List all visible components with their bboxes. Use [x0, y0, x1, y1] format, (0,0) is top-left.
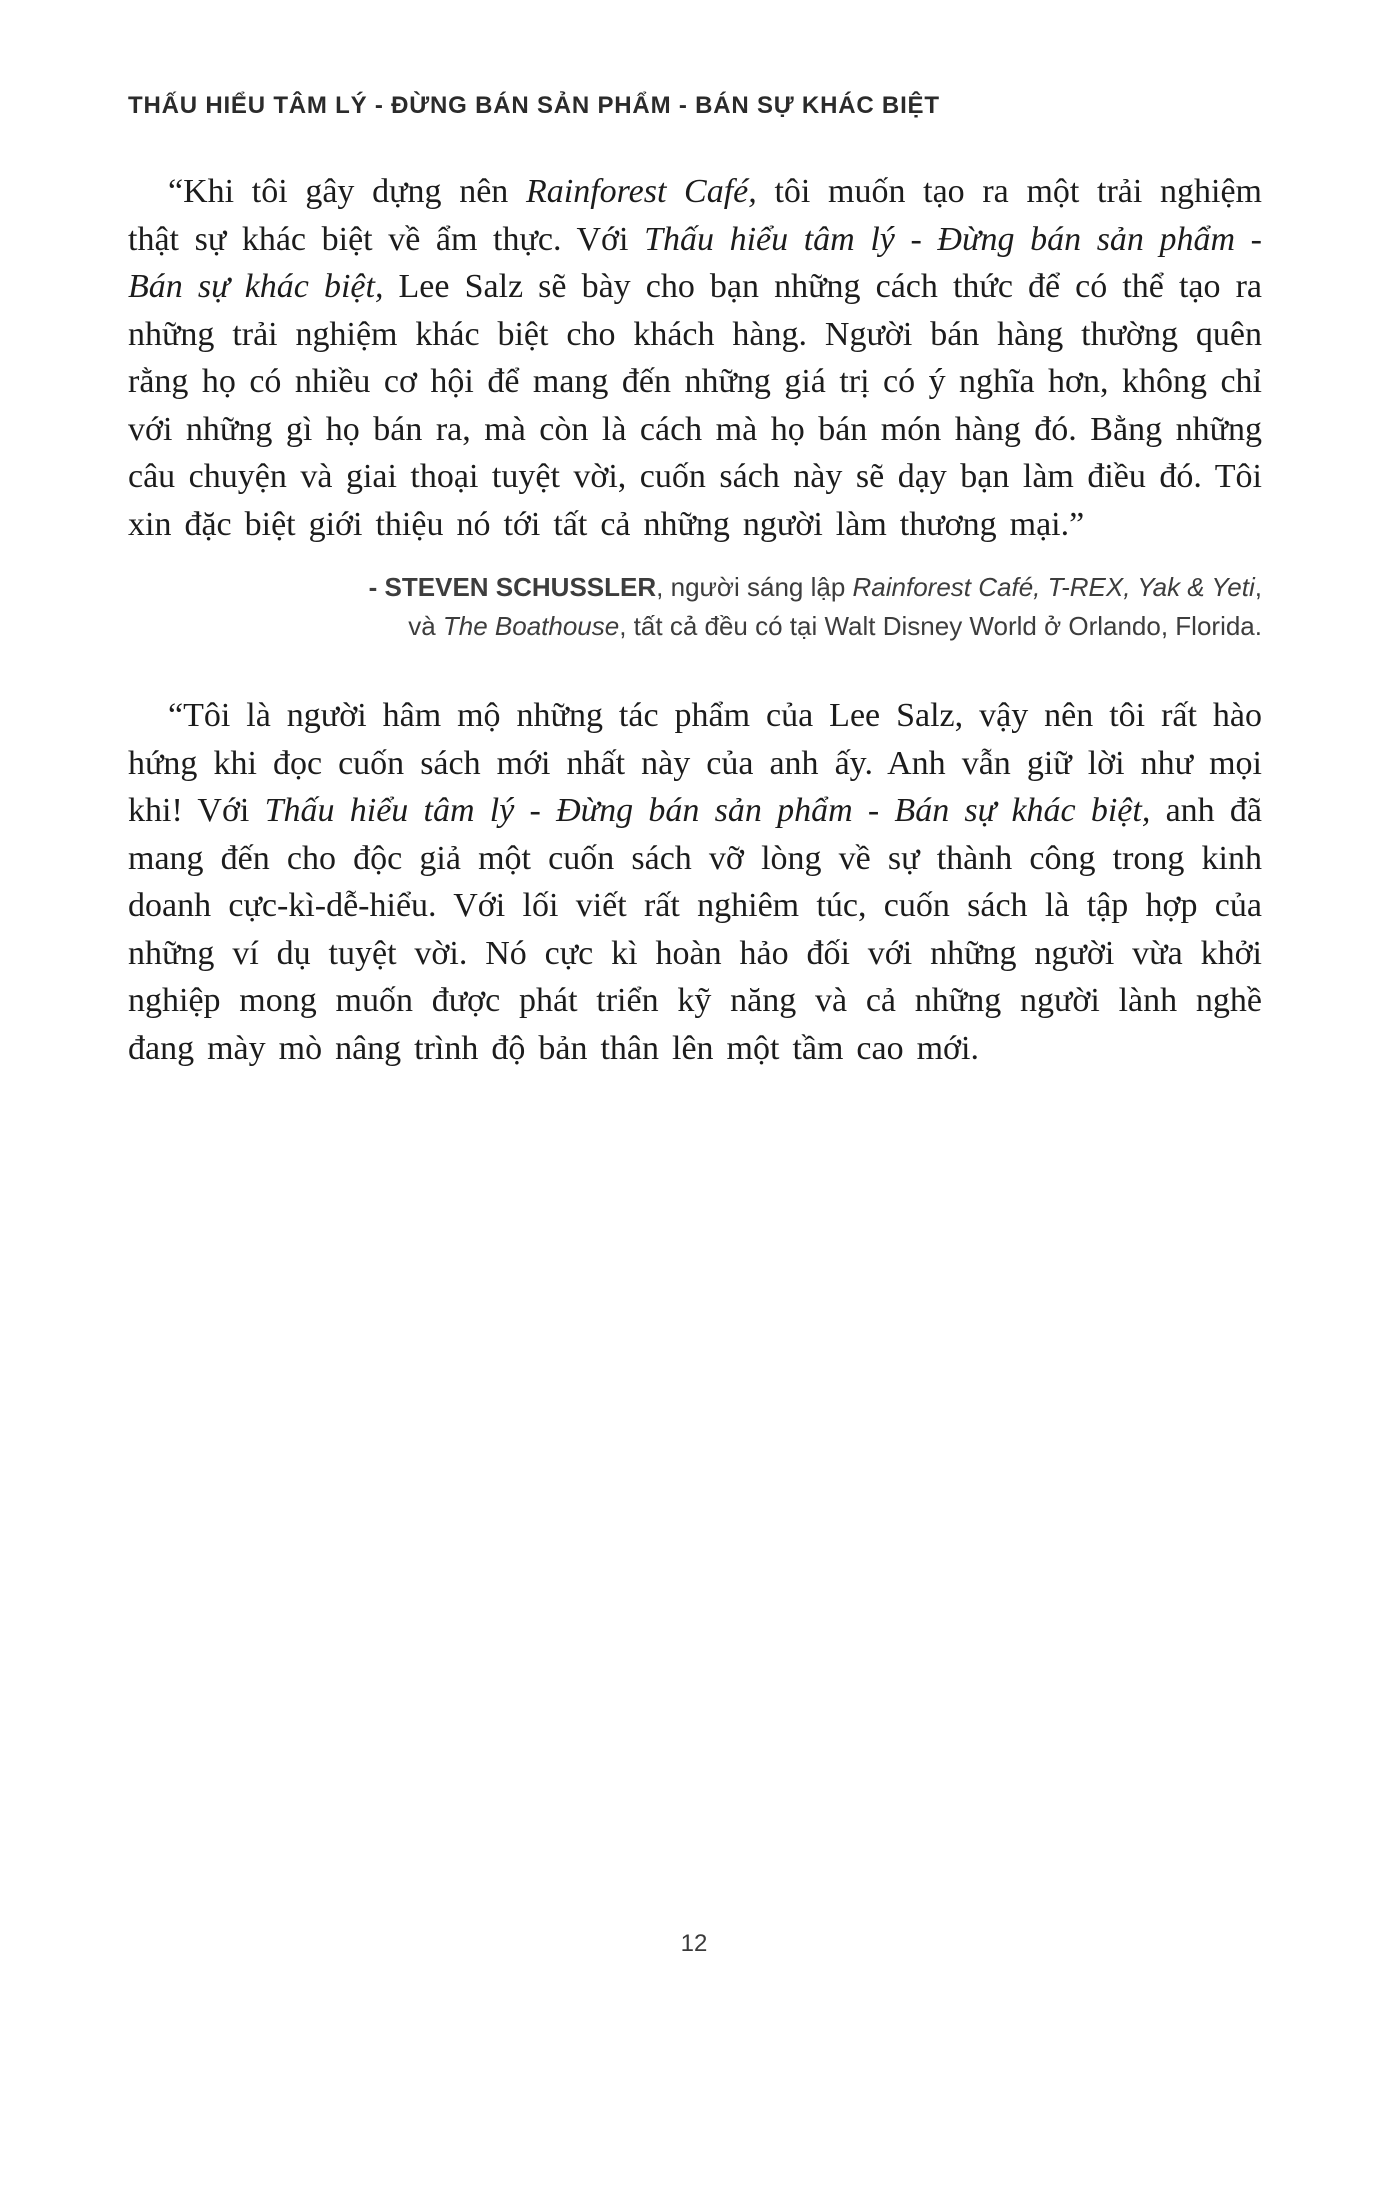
text-run: Lee Salz sẽ bày cho bạn những cách thức để có thể tạo ra những trải nghiệm khác biệt cho khách hàng. Người bán hàng thường quên rằng họ có nhiều cơ hội để mang đến những giá trị có ý nghĩa hơn, không chỉ với những gì họ bán ra, mà còn là cách mà họ bán món hàng đó. Bằng những câu chuyện và giai thoại tuyệt vời, cuốn sách này sẽ dạy bạn làm điều đó. Tôi xin đặc biệt giới thiệu nó tới tất cả những người làm thương mại.” — [128, 268, 1262, 543]
text-run: , và — [408, 572, 1262, 641]
text-run: Thấu hiểu tâm lý - Đừng bán sản phẩm - Bán sự khác biệt, — [128, 220, 1262, 305]
text-run: Rainforest Café, — [525, 173, 757, 210]
text-run: , người sáng lập — [656, 572, 853, 602]
text-run: “Khi tôi gây dựng nên — [168, 173, 526, 210]
text-run: Thấu hiểu tâm lý - Đừng bán sản phẩm - Bán sự khác biệt, — [264, 792, 1151, 829]
text-run: Rainforest Café, T-REX, Yak & Yeti — [852, 572, 1255, 602]
testimonial-quote-2 — [128, 692, 1262, 1072]
text-run: - STEVEN SCHUSSLER — [368, 572, 657, 602]
text-run: anh đã mang đến cho độc giả một cuốn sách vỡ lòng về sự thành công trong kinh doanh cực-kì-dễ-hiểu. Với lối viết rất nghiêm túc, cuốn sách là tập hợp của những ví dụ tuyệt vời. Nó cực kì hoàn hảo đối với những người vừa khởi nghiệp mong muốn được phát triển kỹ năng và cả những người lành nghề đang mày mò nâng trình độ bản thân lên một tầm cao mới. — [128, 792, 1262, 1067]
text-run: tôi muốn tạo ra một trải nghiệm thật sự khác biệt về ẩm thực. Với — [128, 173, 1262, 258]
testimonial-attribution-1 — [128, 568, 1262, 646]
page-number: 12 — [680, 1930, 708, 1957]
text-run: The Boathouse — [442, 611, 620, 641]
text-run: “Tôi là người hâm mộ những tác phẩm của Lee Salz, vậy nên tôi rất hào hứng khi đọc cuốn sách mới nhất này của anh ấy. Anh vẫn giữ lời như mọi khi! Với — [128, 697, 1262, 829]
text-run: , tất cả đều có tại Walt Disney World ở Orlando, Florida. — [619, 611, 1262, 641]
testimonial-quote-1 — [128, 168, 1262, 548]
page-body — [128, 168, 1262, 1072]
running-header: THẤU HIỂU TÂM LÝ - ĐỪNG BÁN SẢN PHẨM - BÁN SỰ KHÁC BIỆT — [128, 92, 940, 119]
